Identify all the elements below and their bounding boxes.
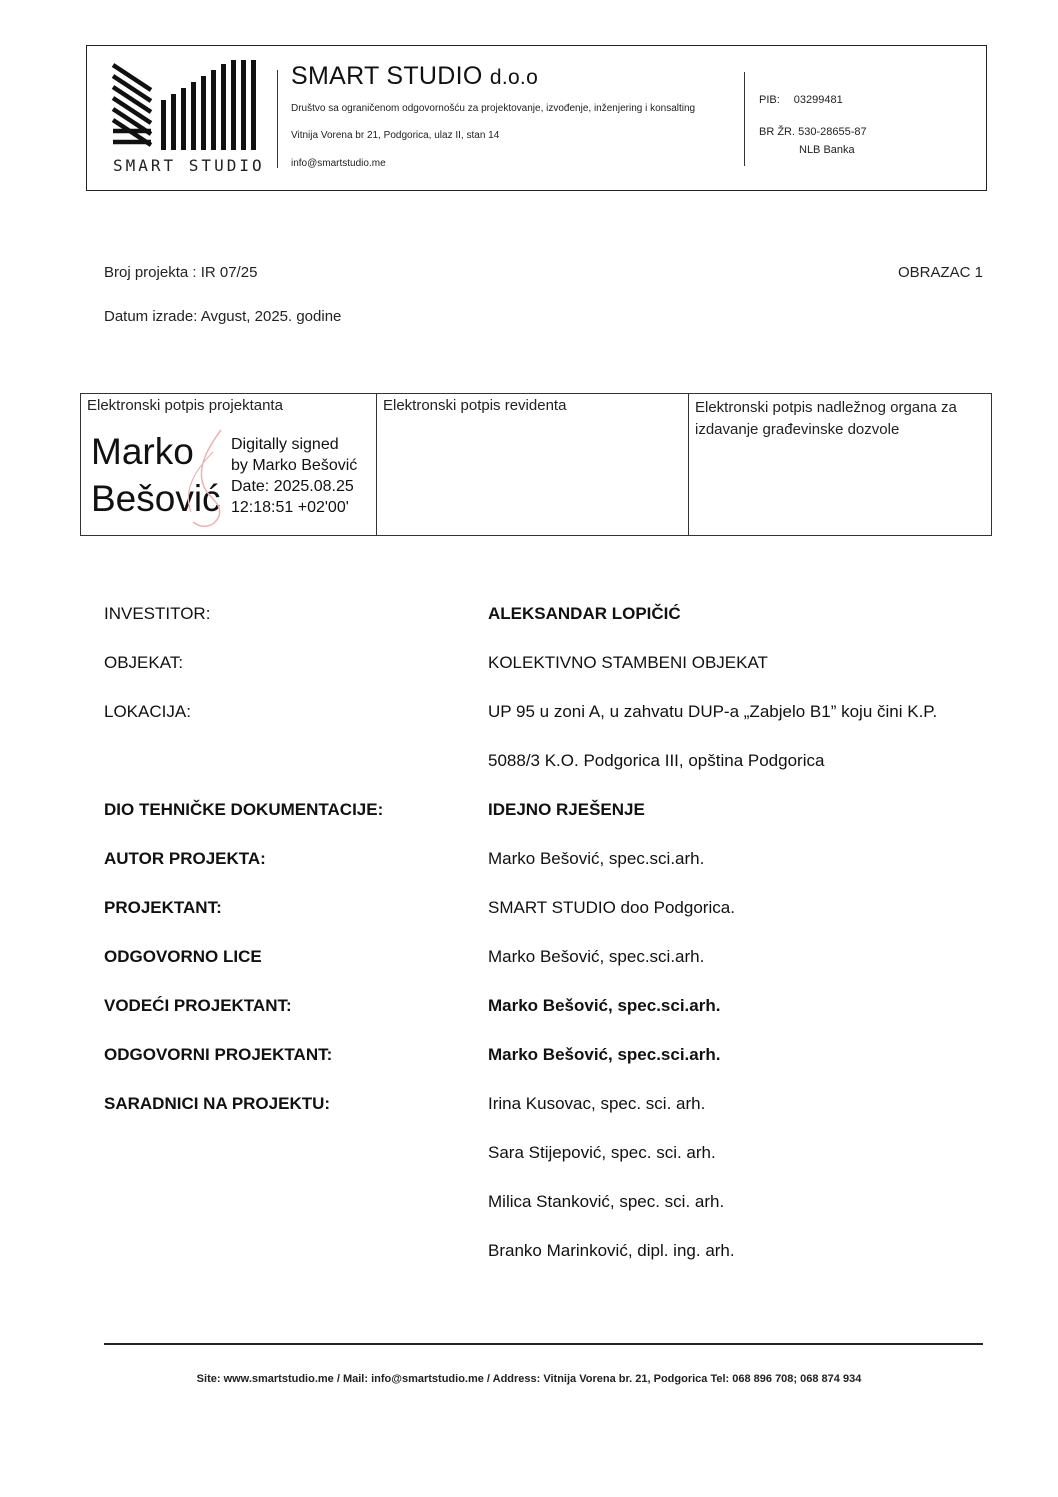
projektant-value: SMART STUDIO doo Podgorica. (488, 898, 735, 917)
company-name (291, 62, 538, 91)
vodeci-projektant-value: Marko Bešović, spec.sci.arh. (488, 996, 721, 1015)
header-divider (277, 70, 278, 168)
investitor-value: ALEKSANDAR LOPIČIĆ (488, 604, 681, 623)
investitor-label: INVESTITOR: (104, 604, 211, 623)
logo-text: SMART STUDIO (113, 156, 265, 175)
saradnik-item: Branko Marinković, dipl. ing. arh. (488, 1241, 735, 1260)
company-logo (111, 60, 265, 180)
autor-value: Marko Bešović, spec.sci.arh. (488, 849, 705, 868)
company-email: info@smartstudio.me (291, 158, 386, 169)
objekat-label: OBJEKAT: (104, 653, 184, 672)
vodeci-projektant-label: VODEĆI PROJEKTANT: (104, 996, 292, 1015)
autor-label: AUTOR PROJEKTA: (104, 849, 266, 868)
odgovorno-lice-value: Marko Bešović, spec.sci.arh. (488, 947, 705, 966)
header-divider (744, 72, 745, 166)
footer-contact: Site: www.smartstudio.me / Mail: info@smartstudio.me / Address: Vitnija Vorena br. 21, Podgorica Tel: 068 896 708; 068 874 934 (196, 1373, 862, 1385)
reviewer-signature-label: Elektronski potpis revidenta (383, 397, 567, 414)
bank-account: BR ŽR. 530-28655-87 (759, 126, 867, 138)
saradnik-item: Irina Kusovac, spec. sci. arh. (488, 1094, 706, 1113)
designer-signature-label: Elektronski potpis projektanta (87, 397, 283, 414)
signature-line: Date: 2025.08.25 (231, 478, 354, 495)
reviewer-signature-cell (377, 394, 689, 535)
objekat-value: KOLEKTIVNO STAMBENI OBJEKAT (488, 653, 768, 672)
odgovorni-projektant-value: Marko Bešović, spec.sci.arh. (488, 1045, 721, 1064)
odgovorno-lice-label: ODGOVORNO LICE (104, 947, 262, 966)
signature-line: by Marko Bešović (231, 457, 358, 474)
dio-label: DIO TEHNIČKE DOKUMENTACIJE: (104, 800, 384, 819)
company-name-main: SMART STUDIO (291, 62, 483, 90)
saradnik-item: Milica Stanković, spec. sci. arh. (488, 1192, 725, 1211)
pib-value: 03299481 (793, 94, 843, 106)
dio-value: IDEJNO RJEŠENJE (488, 800, 645, 819)
pib (759, 94, 843, 106)
projektant-label: PROJEKTANT: (104, 898, 222, 917)
authority-signature-label: Elektronski potpis nadležnog organa za izdavanje građevinske dozvole (695, 399, 957, 438)
lokacija-value-line2: 5088/3 K.O. Podgorica III, opština Podgorica (488, 751, 825, 770)
signature-table (80, 393, 992, 536)
company-description: Društvo sa ograničenom odgovornošću za projektovanje, izvođenje, inženjering i konsalting (291, 103, 696, 114)
odgovorni-projektant-label: ODGOVORNI PROJEKTANT: (104, 1045, 333, 1064)
digital-signature-info (231, 434, 357, 518)
company-address: Vitnija Vorena br 21, Podgorica, ulaz II, stan 14 (291, 130, 500, 141)
lokacija-label: LOKACIJA: (104, 702, 191, 721)
saradnici-label: SARADNICI NA PROJEKTU: (104, 1094, 331, 1113)
signer-first-name: Marko (91, 431, 194, 472)
signer-last-name: Bešović (91, 478, 221, 519)
signature-line: Digitally signed (231, 436, 339, 453)
company-header (86, 45, 987, 191)
signature-line: 12:18:51 +02'00' (231, 499, 349, 516)
company-suffix: d.o.o (489, 66, 539, 89)
lokacija-value-line1: UP 95 u zoni A, u zahvatu DUP-a „Zabjelo B1” koju čini K.P. (488, 702, 938, 721)
authority-signature-cell (689, 394, 991, 535)
signature-flourish-icon (173, 422, 233, 534)
footer-divider (104, 1343, 983, 1345)
saradnik-item: Sara Stijepović, spec. sci. arh. (488, 1143, 716, 1162)
creation-date: Datum izrade: Avgust, 2025. godine (104, 308, 342, 325)
building-logo-icon (111, 60, 261, 156)
pib-label: PIB: (759, 94, 780, 106)
bank-name: NLB Banka (799, 144, 855, 156)
project-number: Broj projekta : IR 07/25 (104, 264, 258, 281)
form-label: OBRAZAC 1 (897, 264, 983, 281)
designer-signature-cell (81, 394, 377, 535)
